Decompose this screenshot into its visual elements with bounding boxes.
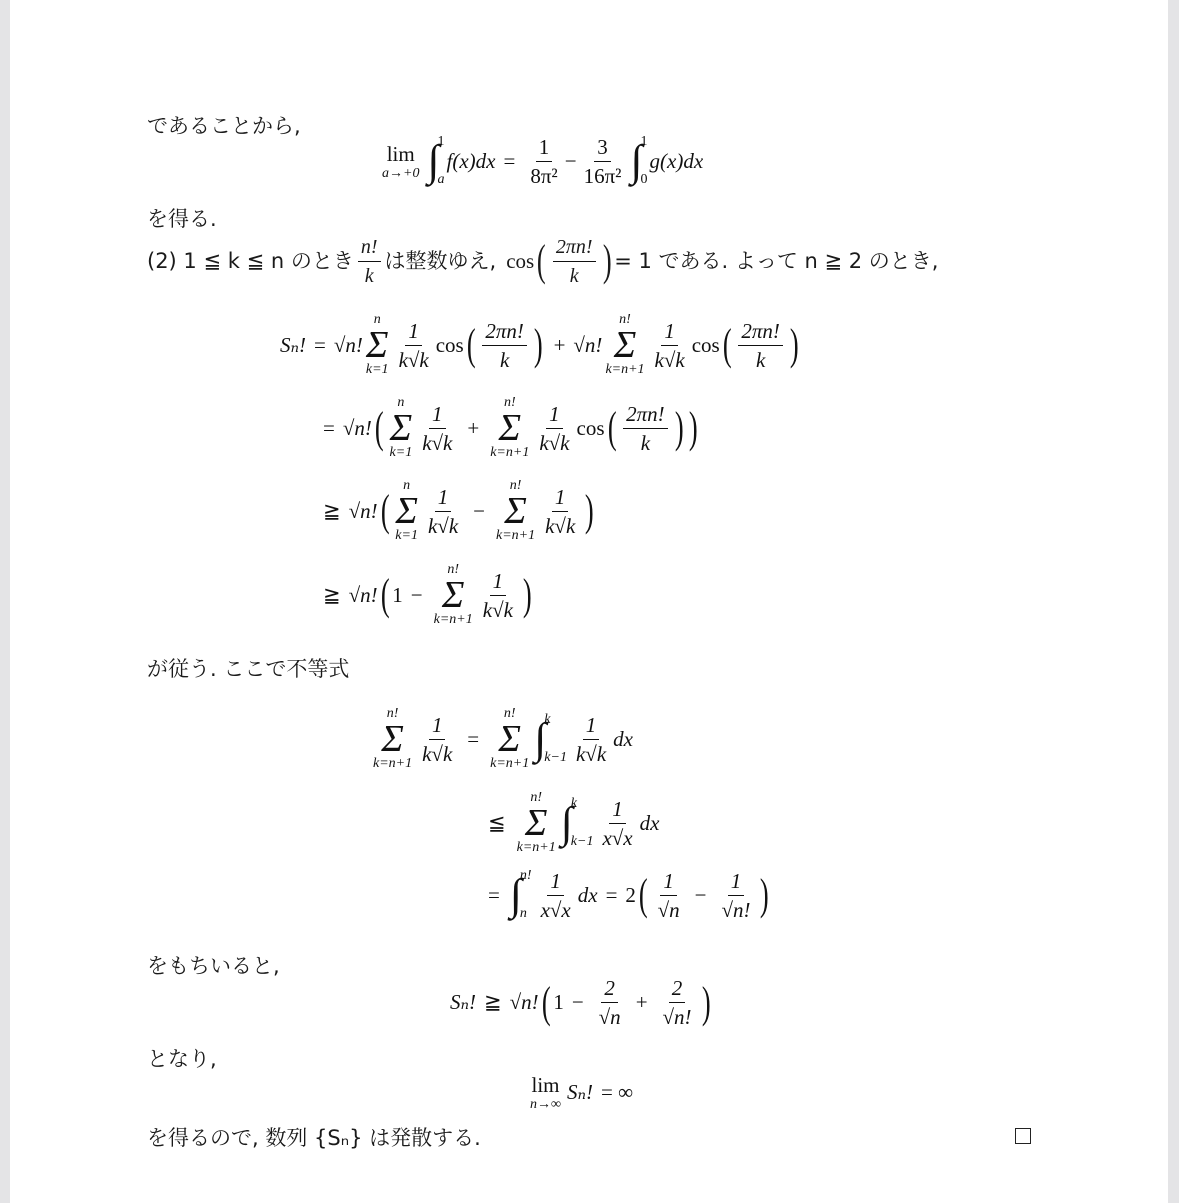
denominator: k: [364, 264, 374, 287]
paren-left: (: [722, 320, 732, 369]
numerator: 1: [547, 869, 564, 896]
denominator: k: [640, 430, 651, 455]
text-part-2: は整数ゆえ,: [384, 249, 497, 273]
numerator: 1: [660, 869, 677, 896]
numerator: 1: [435, 485, 452, 512]
sum-lower: k=n+1: [490, 445, 530, 460]
sum-upper: n: [403, 478, 411, 493]
one: 1: [553, 990, 564, 1014]
paren-right: ): [522, 570, 532, 619]
paren-left: (: [466, 320, 476, 369]
denominator: k: [499, 347, 510, 372]
fraction-1-ksqrtk: [396, 319, 432, 372]
text-line-6: となり,: [147, 1047, 217, 1071]
two: 2: [625, 882, 636, 907]
denominator: k√k: [654, 347, 685, 372]
limit-operator: [382, 142, 419, 181]
numerator: 3: [594, 135, 611, 162]
fraction-nfact-k: [358, 235, 381, 288]
fraction-1-sqrtnfact: [718, 869, 753, 922]
fraction-3-16pi2: [581, 135, 625, 188]
numerator: 2: [669, 976, 686, 1003]
integral-km1-k: [561, 796, 594, 850]
integrand-f: f(x)dx: [446, 148, 496, 173]
sigma: Σ: [381, 718, 404, 760]
equals-infinity: = ∞: [601, 1080, 634, 1104]
sum-lower: k=1: [365, 362, 389, 377]
sum-upper: n!: [386, 706, 399, 721]
equation-Sn-line-2: = √n! ( n Σ k=1 $\frac{1}{k√k}$ + n! Σ k=n+1 $\frac{1}{k√k}$ cos ( $\frac{2\pi n!}{k}$ ) ): [323, 395, 699, 460]
denominator: k√k: [545, 513, 576, 538]
sum-upper: n!: [619, 312, 631, 327]
fraction-2pin-k: [623, 402, 668, 455]
upper-limit: 1: [640, 134, 648, 149]
sigma: Σ: [389, 407, 413, 449]
numerator: 1: [429, 713, 446, 740]
text-line-3: [147, 232, 939, 290]
lower-limit: k−1: [570, 834, 594, 849]
equation-limit-infinity: [530, 1073, 633, 1112]
equation-inequality-line-2: ≦ n! Σ k=n+1 ∫ k k−1 $\frac{1}{x√x}$ dx: [488, 790, 660, 855]
equation-lower-bound: Sₙ! ≧ √n! ( 1 − $\frac{2}{√n}$ + $\frac{2}{√n!}$ ): [450, 976, 711, 1029]
paren-right: ): [533, 320, 543, 369]
numerator: 1: [429, 402, 446, 429]
text-part-3: = 1 である. よって n ≧ 2 のとき,: [614, 249, 939, 273]
sqrt-nfact: √n!: [348, 498, 378, 523]
fraction-1-ksqrtk: [419, 402, 455, 455]
S-nfact: Sₙ!: [280, 332, 307, 357]
denominator: k√k: [398, 347, 429, 372]
paren-left: (: [537, 236, 546, 285]
denominator: √n: [657, 897, 680, 922]
text-line-4: が従う. ここで不等式: [147, 657, 350, 681]
cos-text: cos: [691, 332, 720, 357]
upper-limit: n!: [519, 868, 532, 883]
fraction-2-sqrtn: [596, 976, 624, 1029]
paren-right: ): [789, 320, 799, 369]
equation-inequality-line-3: = ∫ n! n $\frac{1}{x√x}$ dx = 2 ( $\frac{1}{√n}$ − $\frac{1}{√n!}$ ): [488, 868, 770, 922]
lim-subscript: a→+0: [382, 165, 420, 181]
equation-Sn-line-1: Sₙ! = √n! n Σ k=1 $\frac{1}{k√k}$ cos ( $\frac{2\pi n!}{k}$ ) + √n! n! Σ k=n+1 $\frac{1}{k√k}$ cos ( $\frac{2\pi n!}{k}$ ): [280, 312, 799, 377]
text-line-5: をもちいると,: [147, 954, 280, 978]
sqrt-nfact: √n!: [342, 415, 372, 440]
denominator: k√k: [422, 430, 453, 455]
upper-limit: 1: [437, 134, 445, 149]
paren-right: ): [674, 403, 684, 452]
sigma: Σ: [441, 574, 465, 616]
equation-limit-integral: lim a→+0 ∫ 1 a f(x)dx = $\frac{1}{\text{8π²}}$ − $\frac{3}{\text{16π²}}$ ∫ 1 0 g(x)dx: [382, 134, 704, 188]
sum-n1-nfact: [490, 706, 529, 772]
sigma: Σ: [498, 407, 522, 449]
sqrt-nfact: √n!: [333, 332, 363, 357]
integrand-g: g(x)dx: [649, 148, 704, 173]
denominator: k√k: [539, 430, 570, 455]
numerator: 2πn!: [738, 319, 783, 346]
lim-subscript: n→∞: [530, 1097, 561, 1112]
sum-lower: k=1: [389, 445, 413, 460]
sqrt-nfact: √n!: [348, 582, 378, 607]
integral-sign: ∫: [534, 714, 547, 763]
lower-limit: n: [519, 906, 527, 921]
sum-upper: n!: [447, 562, 460, 577]
lower-limit: 0: [640, 172, 648, 187]
integral-n-nfact: [510, 868, 532, 922]
text-part-1: (2) 1 ≦ k ≦ n のとき: [147, 249, 354, 273]
qed-square-icon: [1015, 1128, 1031, 1144]
cos-text: cos: [506, 249, 535, 273]
sum-upper: n!: [503, 395, 516, 410]
sum-lower: k=1: [395, 528, 418, 543]
denominator: k√k: [427, 513, 459, 538]
text-line-1: であることから,: [147, 114, 301, 138]
lim-text: lim: [531, 1073, 560, 1097]
sum-lower: k=n+1: [516, 840, 556, 855]
fraction-2pin-k: [553, 235, 596, 288]
fraction-1-ksqrtk: [652, 319, 688, 372]
paren-left: (: [607, 403, 617, 452]
paren-left: (: [380, 486, 390, 535]
denominator: 16π²: [583, 163, 622, 188]
sum-1-n: [366, 312, 389, 378]
integral-a-1: [427, 134, 444, 188]
sum-n1-nfact: [496, 478, 535, 544]
upper-limit: k: [570, 796, 577, 811]
denominator: 8π²: [530, 163, 558, 188]
cos-text: cos: [576, 415, 605, 440]
equation-Sn-line-3: ≧ √n! ( n Σ k=1 $\frac{1}{k√k}$ − n! Σ k=n+1 $\frac{1}{k√k}$ ): [323, 478, 594, 543]
limit-operator: [530, 1073, 561, 1112]
text-line-7: を得るので, 数列 {Sₙ} は発散する.: [147, 1126, 481, 1150]
numerator: 1: [609, 797, 626, 824]
integral-km1-k: [534, 712, 567, 766]
numerator: 2: [601, 976, 618, 1003]
sum-upper: n!: [503, 706, 516, 721]
fraction-2pin-k: [482, 319, 527, 372]
integral-0-1: [630, 134, 647, 188]
lower-limit: a: [437, 172, 445, 187]
denominator: k: [569, 264, 579, 287]
sum-n1-nfact: [490, 395, 529, 461]
fraction-1-ksqrtk: [419, 713, 455, 766]
equation-Sn-line-4: ≧ √n! ( 1 − n! Σ k=n+1 $\frac{1}{k√k}$ ): [323, 562, 532, 627]
denominator: √n!: [662, 1005, 692, 1029]
sigma: Σ: [613, 324, 637, 366]
sum-lower: k=n+1: [433, 612, 473, 627]
integral-sign: ∫: [509, 870, 522, 919]
sum-1-n: [390, 395, 413, 461]
numerator: 1: [405, 319, 422, 346]
numerator: 1: [661, 319, 678, 346]
numerator: 1: [583, 713, 600, 740]
sum-n1-nfact: [373, 706, 412, 772]
sum-n1-nfact: [605, 312, 644, 378]
sum-upper: n: [373, 312, 381, 327]
integral-sign: ∫: [427, 136, 440, 185]
sum-lower: k=n+1: [605, 362, 645, 377]
denominator: √n!: [721, 897, 751, 922]
paren-right: ): [760, 870, 770, 919]
paren-left: (: [374, 403, 384, 452]
denominator: k√k: [422, 741, 453, 766]
fraction-1-ksqrtk: [536, 402, 572, 455]
sigma: Σ: [395, 490, 418, 532]
numerator: 1: [536, 135, 553, 162]
fraction-1-sqrtn: [655, 869, 683, 922]
integral-sign: ∫: [630, 136, 643, 185]
fraction-1-xsqrtx: [538, 869, 574, 922]
paren-right: ): [701, 977, 711, 1027]
text-line-2: を得る.: [147, 207, 217, 231]
sigma: Σ: [504, 490, 527, 532]
integral-sign: ∫: [560, 798, 573, 847]
numerator: n!: [358, 235, 381, 262]
denominator: √n: [598, 1005, 621, 1029]
fraction-1-xsqrtx: [599, 797, 635, 850]
numerator: 2πn!: [553, 235, 596, 262]
denominator: k: [755, 347, 766, 372]
paren-right: ): [585, 486, 594, 535]
dx: dx: [613, 726, 633, 751]
fraction-2-sqrtnfact: [660, 976, 695, 1029]
numerator: 2πn!: [623, 402, 668, 429]
numerator: 1: [728, 869, 745, 896]
sum-n1-nfact: [434, 562, 473, 628]
dx: dx: [577, 882, 598, 907]
sum-upper: n!: [509, 478, 522, 493]
equation-inequality-line-1: n! Σ k=n+1 $\frac{1}{k√k}$ = n! Σ k=n+1 ∫ k k−1 $\frac{1}{k√k}$ dx: [373, 706, 633, 771]
sum-lower: k=n+1: [373, 756, 413, 771]
sigma: Σ: [498, 718, 521, 760]
denominator: k√k: [575, 741, 607, 766]
sum-lower: k=n+1: [490, 756, 530, 771]
paren-left: (: [541, 977, 551, 1027]
numerator: 1: [552, 485, 569, 512]
sqrt-nfact: √n!: [509, 990, 539, 1014]
one: 1: [392, 582, 403, 607]
denominator: x√x: [540, 897, 571, 922]
numerator: 1: [490, 569, 507, 596]
sum-n1-nfact: [517, 790, 556, 856]
upper-limit: k: [544, 712, 551, 727]
S-nfact: Sₙ!: [450, 990, 477, 1014]
document-page: [10, 0, 1168, 1203]
sigma: Σ: [524, 802, 548, 844]
paren-left: (: [380, 570, 390, 619]
paren-left: (: [638, 870, 648, 919]
fraction-1-ksqrtk: [573, 713, 609, 766]
numerator: 1: [546, 402, 563, 429]
denominator: x√x: [602, 825, 633, 850]
sqrt-nfact: √n!: [573, 332, 603, 357]
sum-upper: n!: [530, 790, 542, 805]
fraction-1-ksqrtk: [425, 485, 461, 538]
lower-limit: k−1: [544, 750, 567, 765]
sum-upper: n: [397, 395, 405, 410]
paren-right: ): [602, 236, 612, 285]
fraction-2pin-k: [738, 319, 783, 372]
lim-text: lim: [386, 141, 415, 166]
fraction-1-ksqrtk: [542, 485, 578, 538]
numerator: 2πn!: [482, 319, 527, 346]
denominator: k√k: [482, 597, 513, 622]
dx: dx: [639, 810, 660, 835]
cos-text: cos: [435, 332, 464, 357]
sigma: Σ: [365, 324, 389, 366]
paren-right: ): [689, 403, 699, 452]
fraction-1-ksqrtk: [480, 569, 516, 622]
fraction-1-8pi2: [527, 135, 560, 188]
S-nfact: Sₙ!: [566, 1080, 593, 1104]
sum-lower: k=n+1: [495, 528, 536, 543]
sum-1-n: [395, 478, 418, 544]
